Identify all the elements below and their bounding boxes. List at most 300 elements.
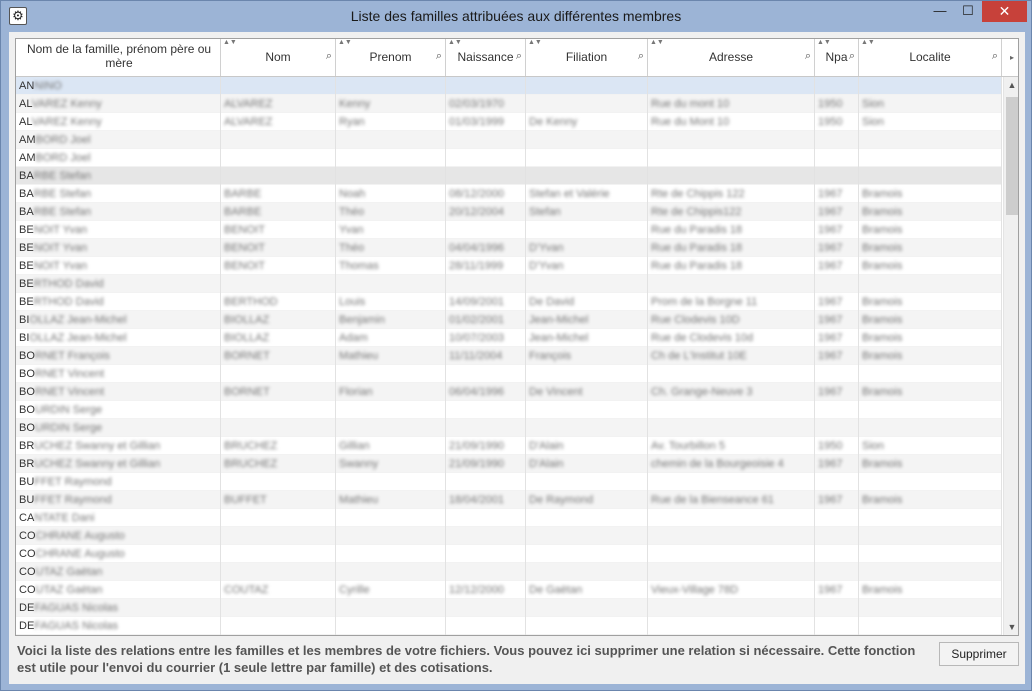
cell-value: Stefan [529, 206, 561, 218]
sort-icon[interactable]: ▲▼ [223, 39, 237, 46]
sort-icon[interactable]: ▲▼ [448, 39, 462, 46]
column-header-label: Nom de la famille, prénom père ou mère [26, 42, 212, 70]
cell-filiation [526, 95, 648, 113]
cell-naissance [446, 221, 526, 239]
scroll-down-icon[interactable]: ▼ [1007, 622, 1017, 632]
cell-filiation [526, 401, 648, 419]
app-logo-icon[interactable]: ⚙ [9, 7, 27, 25]
cell-filiation [526, 203, 648, 221]
cell-value: Bramois [862, 494, 903, 506]
cell-npa [815, 599, 859, 617]
cell-nom [221, 77, 336, 95]
cell-lead-text: BI [19, 332, 30, 344]
cell-famille [16, 401, 221, 419]
table-row[interactable] [16, 617, 1001, 635]
cell-lead-text: BO [19, 404, 35, 416]
cell-value: Swanny [339, 458, 379, 470]
table-row[interactable] [16, 419, 1001, 437]
cell-nom [221, 419, 336, 437]
cell-value: De Gaëtan [529, 584, 583, 596]
column-header-npa[interactable] [815, 39, 859, 76]
cell-prenom [336, 581, 446, 599]
cell-naissance [446, 293, 526, 311]
cell-adresse [648, 563, 815, 581]
cell-localite [859, 311, 1002, 329]
table-row[interactable] [16, 383, 1001, 401]
cell-prenom [336, 185, 446, 203]
cell-naissance [446, 257, 526, 275]
cell-value: OLLAZ Jean-Michel [29, 314, 127, 326]
cell-nom [221, 473, 336, 491]
cell-lead-text: AL [19, 98, 32, 110]
cell-filiation [526, 113, 648, 131]
cell-prenom [336, 383, 446, 401]
cell-value: 1967 [818, 206, 843, 218]
table-row[interactable] [16, 491, 1001, 509]
cell-value: 20/12/2004 [449, 206, 505, 218]
cell-value: 01/02/2001 [449, 314, 505, 326]
cell-value: Jean-Michel [529, 332, 589, 344]
cell-npa [815, 401, 859, 419]
search-icon[interactable]: ⌕ [637, 50, 644, 62]
cell-value: Bramois [862, 314, 903, 326]
cell-adresse [648, 419, 815, 437]
cell-value: URDIN Serge [34, 422, 103, 434]
vertical-scrollbar[interactable] [1003, 77, 1019, 635]
cell-filiation [526, 437, 648, 455]
cell-lead-text: BO [19, 422, 35, 434]
cell-npa [815, 293, 859, 311]
cell-nom [221, 491, 336, 509]
cell-value: 1967 [818, 386, 843, 398]
cell-famille [16, 185, 221, 203]
cell-value: Bramois [862, 206, 903, 218]
cell-prenom [336, 437, 446, 455]
cell-value: Bramois [862, 386, 903, 398]
cell-filiation [526, 545, 648, 563]
cell-lead-text: BA [19, 188, 34, 200]
cell-prenom [336, 527, 446, 545]
table-row[interactable] [16, 527, 1001, 545]
cell-lead-text: BA [19, 170, 34, 182]
cell-nom [221, 95, 336, 113]
cell-lead-text: CA [19, 512, 35, 524]
table-row[interactable] [16, 167, 1001, 185]
cell-localite [859, 437, 1002, 455]
cell-lead-text: BO [19, 368, 35, 380]
cell-nom [221, 365, 336, 383]
table-row[interactable] [16, 275, 1001, 293]
cell-value: UTAZ Gaëtan [35, 566, 103, 578]
cell-naissance [446, 599, 526, 617]
cell-npa [815, 239, 859, 257]
cell-npa [815, 257, 859, 275]
column-header-adresse[interactable] [648, 39, 815, 76]
cell-filiation [526, 293, 648, 311]
cell-nom [221, 617, 336, 635]
cell-value: Av. Tourbillon 5 [651, 440, 725, 452]
cell-lead-text: BO [19, 350, 35, 362]
cell-value: 1967 [818, 350, 843, 362]
search-icon[interactable]: ⌕ [325, 50, 332, 62]
cell-famille [16, 95, 221, 113]
column-header-label: Adresse [708, 50, 754, 64]
cell-filiation [526, 77, 648, 95]
cell-adresse [648, 311, 815, 329]
cell-value: Cyrille [339, 584, 370, 596]
cell-filiation [526, 329, 648, 347]
cell-value: Bramois [862, 296, 903, 308]
cell-value: RTHOD David [33, 278, 104, 290]
table-row[interactable] [16, 509, 1001, 527]
cell-prenom [336, 275, 446, 293]
cell-adresse [648, 275, 815, 293]
search-icon[interactable]: ⌕ [804, 50, 811, 62]
cell-value: 01/03/1999 [449, 116, 505, 128]
cell-npa [815, 581, 859, 599]
table-row[interactable] [16, 545, 1001, 563]
cell-localite [859, 455, 1002, 473]
cell-nom [221, 527, 336, 545]
cell-adresse [648, 617, 815, 635]
cell-value: D'Yvan [529, 260, 564, 272]
cell-value: De Vincent [529, 386, 583, 398]
cell-filiation [526, 419, 648, 437]
cell-value: Rue de la Bienseance 61 [651, 494, 774, 506]
table-row[interactable] [16, 293, 1001, 311]
table-row[interactable] [16, 185, 1001, 203]
cell-famille [16, 473, 221, 491]
cell-prenom [336, 311, 446, 329]
sort-icon[interactable]: ▲▼ [338, 39, 352, 46]
cell-value: Bramois [862, 350, 903, 362]
cell-value: 08/12/2000 [449, 188, 505, 200]
cell-value: 21/09/1990 [449, 458, 505, 470]
minimize-button[interactable]: — [933, 3, 947, 18]
cell-naissance [446, 455, 526, 473]
column-header-naissance[interactable] [446, 39, 526, 76]
table-row[interactable] [16, 113, 1001, 131]
cell-lead-text: BE [19, 242, 34, 254]
scroll-up-icon[interactable]: ▲ [1007, 80, 1017, 90]
cell-npa [815, 221, 859, 239]
cell-lead-text: CO [19, 548, 36, 560]
column-header-filiation[interactable] [526, 39, 648, 76]
cell-value: BENOIT [224, 242, 265, 254]
cell-npa [815, 203, 859, 221]
cell-adresse [648, 239, 815, 257]
cell-value: Bramois [862, 242, 903, 254]
table-row[interactable] [16, 95, 1001, 113]
cell-value: Bramois [862, 260, 903, 272]
cell-lead-text: CO [19, 566, 36, 578]
column-header-label: Filiation [565, 50, 608, 64]
cell-adresse [648, 599, 815, 617]
cell-lead-text: CO [19, 530, 36, 542]
cell-npa [815, 383, 859, 401]
table-row[interactable] [16, 221, 1001, 239]
table-row[interactable] [16, 203, 1001, 221]
cell-prenom [336, 293, 446, 311]
cell-lead-text: BR [19, 458, 35, 470]
cell-famille [16, 491, 221, 509]
cell-value: 02/03/1970 [449, 98, 505, 110]
cell-naissance [446, 203, 526, 221]
table-row[interactable] [16, 455, 1001, 473]
cell-localite [859, 95, 1002, 113]
cell-famille [16, 221, 221, 239]
cell-filiation [526, 509, 648, 527]
cell-adresse [648, 293, 815, 311]
title-bar[interactable] [1, 1, 1031, 32]
table-row[interactable] [16, 131, 1001, 149]
cell-value: 1967 [818, 494, 843, 506]
close-button[interactable]: ✕ [982, 1, 1027, 22]
cell-famille [16, 239, 221, 257]
cell-lead-text: DE [19, 620, 35, 632]
cell-adresse [648, 221, 815, 239]
cell-value: 1950 [818, 116, 843, 128]
search-icon[interactable]: ⌕ [991, 50, 998, 62]
cell-value: 1967 [818, 458, 843, 470]
cell-lead-text: BO [19, 386, 35, 398]
cell-famille [16, 527, 221, 545]
cell-value: Benjamin [339, 314, 385, 326]
column-header-nom[interactable] [221, 39, 336, 76]
cell-value: 28/11/1999 [449, 260, 504, 272]
cell-value: NINO [34, 80, 62, 92]
cell-lead-text: DE [19, 602, 35, 614]
cell-localite [859, 149, 1002, 167]
sort-icon[interactable]: ▲▼ [861, 39, 875, 46]
cell-naissance [446, 185, 526, 203]
cell-npa [815, 275, 859, 293]
cell-prenom [336, 113, 446, 131]
cell-localite [859, 491, 1002, 509]
cell-filiation [526, 257, 648, 275]
column-header-prenom[interactable] [336, 39, 446, 76]
cell-value: 1950 [818, 440, 843, 452]
cell-adresse [648, 113, 815, 131]
search-icon[interactable]: ⌕ [515, 50, 522, 62]
sort-icon[interactable]: ▲▼ [650, 39, 664, 46]
cell-naissance [446, 527, 526, 545]
table-row[interactable] [16, 365, 1001, 383]
cell-adresse [648, 581, 815, 599]
cell-value: Théo [339, 206, 365, 218]
cell-value: 1967 [818, 224, 843, 236]
cell-npa [815, 455, 859, 473]
table-row[interactable] [16, 473, 1001, 491]
cell-lead-text: AL [19, 116, 32, 128]
cell-value: RNET Vincent [34, 386, 105, 398]
scrollbar-thumb[interactable] [1006, 97, 1018, 215]
cell-filiation [526, 563, 648, 581]
cell-value: BARBE [224, 206, 262, 218]
cell-value: 18/04/2001 [449, 494, 505, 506]
cell-nom [221, 167, 336, 185]
cell-prenom [336, 563, 446, 581]
cell-nom [221, 185, 336, 203]
table-row[interactable] [16, 581, 1001, 599]
cell-localite [859, 275, 1002, 293]
sort-icon[interactable]: ▲▼ [817, 39, 831, 46]
table-row[interactable] [16, 563, 1001, 581]
cell-value: Rue du Paradis 18 [651, 260, 743, 272]
cell-value: BIOLLAZ [224, 314, 270, 326]
cell-value: 12/12/2000 [449, 584, 505, 596]
cell-adresse [648, 437, 815, 455]
cell-value: 1967 [818, 242, 843, 254]
cell-prenom [336, 599, 446, 617]
column-header-famille[interactable] [16, 39, 221, 76]
cell-adresse [648, 473, 815, 491]
cell-filiation [526, 311, 648, 329]
cell-naissance [446, 347, 526, 365]
cell-value: COUTAZ [224, 584, 269, 596]
cell-value: UTAZ Gaëtan [35, 584, 103, 596]
cell-naissance [446, 617, 526, 635]
cell-filiation [526, 491, 648, 509]
cell-value: Florian [339, 386, 373, 398]
cell-npa [815, 95, 859, 113]
cell-nom [221, 275, 336, 293]
families-grid [15, 38, 1019, 636]
sort-icon[interactable]: ▲▼ [528, 39, 542, 46]
cell-adresse [648, 149, 815, 167]
cell-value: BRUCHEZ [224, 440, 278, 452]
delete-button[interactable]: Supprimer [939, 642, 1019, 666]
cell-value: Vieux-Village 78D [651, 584, 739, 596]
cell-lead-text: CO [19, 584, 36, 596]
cell-localite [859, 581, 1002, 599]
cell-naissance [446, 545, 526, 563]
cell-value: Gillian [339, 440, 370, 452]
cell-localite [859, 545, 1002, 563]
cell-filiation [526, 167, 648, 185]
cell-localite [859, 221, 1002, 239]
cell-value: Bramois [862, 224, 903, 236]
cell-famille [16, 365, 221, 383]
cell-filiation [526, 365, 648, 383]
column-header-localite[interactable] [859, 39, 1002, 76]
cell-value: Sion [862, 98, 885, 110]
column-header-label: Localite [909, 50, 951, 64]
cell-value: Sion [862, 116, 885, 128]
cell-famille [16, 455, 221, 473]
cell-prenom [336, 221, 446, 239]
table-row[interactable] [16, 149, 1001, 167]
cell-lead-text: AM [19, 152, 36, 164]
cell-filiation [526, 239, 648, 257]
cell-lead-text: BA [19, 206, 34, 218]
cell-value: RNET François [34, 350, 110, 362]
cell-filiation [526, 527, 648, 545]
search-icon[interactable]: ⌕ [848, 50, 855, 62]
table-row[interactable] [16, 329, 1001, 347]
search-icon[interactable]: ⌕ [435, 50, 442, 62]
cell-filiation [526, 617, 648, 635]
cell-naissance [446, 311, 526, 329]
cell-value: NOIT Yvan [33, 260, 88, 272]
cell-localite [859, 527, 1002, 545]
cell-localite [859, 257, 1002, 275]
cell-value: D'Alain [529, 458, 564, 470]
cell-localite [859, 185, 1002, 203]
table-row[interactable] [16, 311, 1001, 329]
table-row[interactable] [16, 257, 1001, 275]
grid-header [16, 39, 1019, 77]
cell-value: ALVAREZ [224, 98, 273, 110]
cell-npa [815, 527, 859, 545]
cell-naissance [446, 563, 526, 581]
cell-npa [815, 131, 859, 149]
cell-value: NTATE Dani [34, 512, 95, 524]
cell-adresse [648, 347, 815, 365]
cell-npa [815, 77, 859, 95]
cell-prenom [336, 329, 446, 347]
column-header-label: Naissance [457, 50, 514, 64]
cell-naissance [446, 131, 526, 149]
cell-famille [16, 383, 221, 401]
cell-nom [221, 149, 336, 167]
table-row[interactable] [16, 599, 1001, 617]
table-row[interactable] [16, 347, 1001, 365]
cell-prenom [336, 365, 446, 383]
cell-prenom [336, 203, 446, 221]
cell-prenom [336, 257, 446, 275]
cell-adresse [648, 203, 815, 221]
cell-npa [815, 473, 859, 491]
scroll-right-icon[interactable]: ▸ [1009, 53, 1014, 62]
cell-localite [859, 203, 1002, 221]
table-row[interactable] [16, 77, 1001, 95]
cell-value: FFET Raymond [34, 476, 112, 488]
cell-value: OLLAZ Jean-Michel [29, 332, 127, 344]
cell-value: BERTHOD [224, 296, 278, 308]
cell-localite [859, 77, 1002, 95]
cell-value: RTHOD David [33, 296, 104, 308]
cell-value: 1967 [818, 260, 843, 272]
cell-value: 10/07/2003 [449, 332, 505, 344]
cell-value: 1967 [818, 332, 843, 344]
cell-value: RBE Stefan [33, 188, 92, 200]
cell-nom [221, 401, 336, 419]
cell-localite [859, 473, 1002, 491]
cell-naissance [446, 275, 526, 293]
cell-adresse [648, 383, 815, 401]
table-row[interactable] [16, 437, 1001, 455]
cell-value: BORD Joel [35, 134, 91, 146]
cell-value: Ch. Grange-Neuve 3 [651, 386, 753, 398]
table-row[interactable] [16, 239, 1001, 257]
cell-localite [859, 401, 1002, 419]
cell-value: De David [529, 296, 575, 308]
cell-naissance [446, 329, 526, 347]
cell-value: BORNET [224, 350, 270, 362]
cell-nom [221, 383, 336, 401]
cell-value: Ryan [339, 116, 365, 128]
maximize-button[interactable]: ☐ [962, 3, 974, 18]
cell-value: Théo [339, 242, 365, 254]
cell-value: Rte de Chippis 122 [651, 188, 745, 200]
cell-value: De Raymond [529, 494, 594, 506]
cell-value: CHRANE Augusto [35, 548, 125, 560]
cell-lead-text: BU [19, 476, 35, 488]
cell-value: D'Yvan [529, 242, 564, 254]
window-title: Liste des familles attribuées aux différentes membres [350, 8, 682, 24]
table-row[interactable] [16, 401, 1001, 419]
